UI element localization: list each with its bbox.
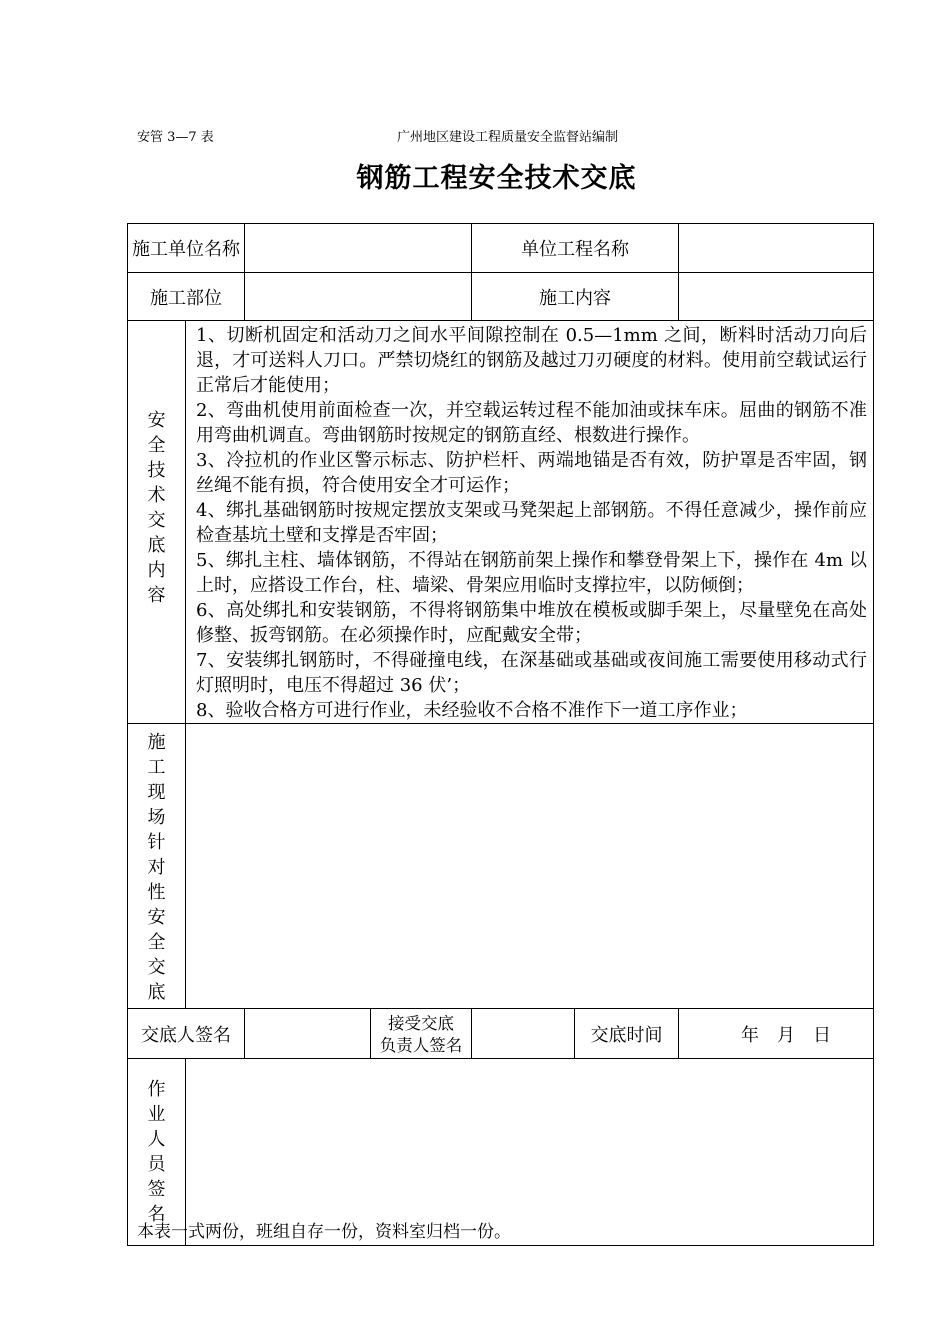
label-char: 术 (147, 485, 166, 506)
label-char: 对 (147, 857, 166, 878)
issuer-text: 广州地区建设工程质量安全监督站编制 (397, 130, 619, 145)
safety-item-5: 5、绑扎主柱、墙体钢筋，不得站在钢筋前架上操作和攀登骨架上下，操作在 4m 以上时，应搭设工作台，柱、墙梁、骨架应用临时支撑拉牢，以防倾倒； (196, 550, 867, 596)
label-char: 底 (147, 982, 166, 1003)
unit-name-label: 施工单位名称 (128, 224, 245, 273)
safety-item-3: 3、冷拉机的作业区警示标志、防护栏杆、两端地锚是否有效，防护罩是否牢固，钢丝绳不能有损，符合使用安全才可运作； (196, 450, 867, 496)
label-char: 作 (147, 1079, 166, 1100)
document-title: 钢筋工程安全技术交底 (356, 163, 637, 194)
construction-part-label: 施工部位 (128, 273, 245, 321)
label-char: 现 (147, 782, 166, 803)
presenter-signature-label: 交底人签名 (128, 1009, 245, 1059)
construction-content-label: 施工内容 (472, 273, 679, 321)
label-char: 员 (147, 1154, 166, 1175)
receiver-signature-label (371, 1009, 472, 1059)
construction-content-field[interactable] (679, 273, 874, 321)
safety-item-1: 1、切断机固定和活动刀之间水平间隙控制在 0.5—1mm 之间，断料时活动刀向后退，才可送料人刀口。严禁切烧红的钢筋及越过刀刃硬度的材料。使用前空载试运行正常后才能使用； (196, 325, 867, 396)
project-name-label: 单位工程名称 (472, 224, 679, 273)
label-char: 场 (147, 807, 166, 828)
site-briefing-field[interactable] (186, 724, 874, 1009)
label-char: 名 (147, 1204, 166, 1225)
label-char: 安 (147, 907, 166, 928)
unit-name-field[interactable] (245, 224, 472, 273)
safety-content-text (186, 321, 874, 724)
label-char: 交 (147, 957, 166, 978)
form-code: 安管 3—7 表 (137, 130, 214, 145)
label-char: 全 (147, 435, 166, 456)
label-char: 施 (147, 732, 166, 753)
site-briefing-label (128, 724, 186, 1009)
label-char: 底 (147, 535, 166, 556)
safety-item-8: 8、验收合格方可进行作业，未经验收不合格不准作下一道工序作业； (196, 700, 748, 721)
receiver-signature-field[interactable] (472, 1009, 575, 1059)
safety-item-2: 2、弯曲机使用前面检查一次，并空载运转过程不能加油或抹车床。屈曲的钢筋不准用弯曲机调直。弯曲钢筋时按规定的钢筋直经、根数进行操作。 (196, 400, 867, 446)
label-char: 技 (147, 460, 166, 481)
label-char: 业 (147, 1104, 166, 1125)
safety-item-7: 7、安装绑扎钢筋时，不得碰撞电线，在深基础或基础或夜间施工需要使用移动式行灯照明时，电压不得超过 36 伏’； (196, 650, 867, 696)
safety-content-label (128, 321, 186, 724)
label-char: 内 (147, 560, 166, 581)
label-char: 性 (147, 882, 166, 903)
construction-part-field[interactable] (245, 273, 472, 321)
receiver-label-line2: 负责人签名 (379, 1035, 463, 1055)
label-char: 全 (147, 932, 166, 953)
label-char: 安 (147, 410, 166, 431)
safety-briefing-form (127, 223, 874, 1246)
safety-item-4: 4、绑扎基础钢筋时按规定摆放支架或马凳架起上部钢筋。不得任意减少，操作前应检查基坑土壁和支撑是否牢固； (196, 500, 867, 546)
label-char: 签 (147, 1179, 166, 1200)
project-name-field[interactable] (679, 224, 874, 273)
safety-item-6: 6、高处绑扎和安装钢筋，不得将钢筋集中堆放在模板或脚手架上，尽量壁免在高处修整、扳弯钢筋。在必须操作时，应配戴安全带； (196, 600, 867, 646)
receiver-label-line1: 接受交底 (388, 1013, 454, 1033)
label-char: 交 (147, 510, 166, 531)
label-char: 人 (147, 1129, 166, 1150)
label-char: 工 (147, 757, 166, 778)
label-char: 容 (147, 585, 166, 606)
label-char: 针 (147, 832, 166, 853)
briefing-time-label: 交底时间 (575, 1009, 679, 1059)
briefing-date-field[interactable]: 年 月 日 (679, 1009, 874, 1059)
footer-note: 本表一式两份，班组自存一份，资料室归档一份。 (137, 1222, 511, 1242)
presenter-signature-field[interactable] (245, 1009, 371, 1059)
